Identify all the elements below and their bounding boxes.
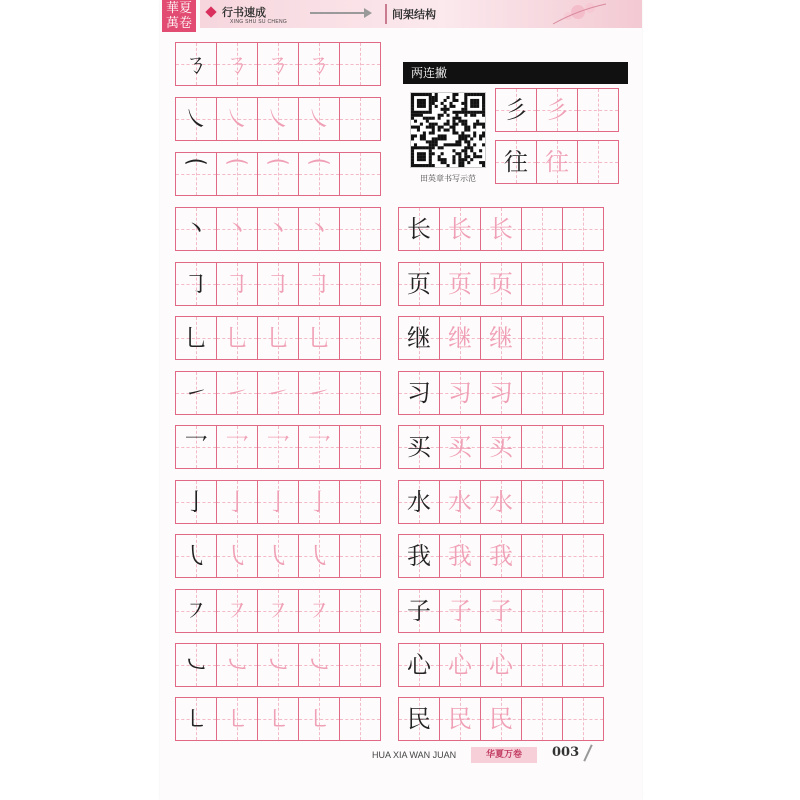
practice-cell[interactable] <box>340 590 381 633</box>
practice-cell[interactable] <box>176 426 217 469</box>
practice-cell[interactable] <box>258 481 299 524</box>
qr-code[interactable] <box>410 92 486 168</box>
practice-cell[interactable] <box>340 153 381 196</box>
top_char_rows-row <box>495 140 619 184</box>
qr-caption: 田英章书写示范 <box>420 174 476 183</box>
logo-text: 華夏 萬卷 <box>165 1 192 31</box>
practice-cell[interactable] <box>340 644 381 687</box>
model-character: 买 <box>407 433 431 461</box>
model-character: 亅 <box>184 488 208 516</box>
practice-cell[interactable] <box>440 208 481 251</box>
practice-cell[interactable] <box>340 317 381 360</box>
practice-cell[interactable] <box>399 481 440 524</box>
practice-cell[interactable] <box>299 98 340 141</box>
char_rows-row <box>398 425 604 469</box>
trace-character: 水 <box>448 488 472 516</box>
practice-cell[interactable] <box>217 372 258 415</box>
trace-character: ㇂ <box>307 542 331 570</box>
practice-cell[interactable] <box>481 317 522 360</box>
trace-character: 买 <box>489 433 513 461</box>
trace-character: 我 <box>489 542 513 570</box>
practice-cell[interactable] <box>481 426 522 469</box>
practice-cell[interactable] <box>340 43 381 86</box>
practice-cell[interactable] <box>399 263 440 306</box>
model-character: 往 <box>504 148 528 176</box>
practice-cell[interactable] <box>217 481 258 524</box>
trace-character: ㄋ <box>266 50 290 78</box>
page-number: 003 <box>552 745 580 760</box>
trace-character: ㇆ <box>307 270 331 298</box>
practice-cell[interactable] <box>340 98 381 141</box>
practice-cell[interactable] <box>176 43 217 86</box>
practice-cell[interactable] <box>522 263 563 306</box>
model-character: 习 <box>407 379 431 407</box>
practice-cell[interactable] <box>578 141 619 184</box>
practice-cell[interactable] <box>481 481 522 524</box>
arrow-icon <box>310 12 370 14</box>
practice-cell[interactable] <box>399 317 440 360</box>
stroke_rows-row <box>175 425 381 469</box>
top_char_rows-row <box>495 88 619 132</box>
trace-character: ⁀ <box>227 160 247 188</box>
trace-character: 丶 <box>225 215 249 243</box>
practice-cell[interactable] <box>299 372 340 415</box>
practice-cell[interactable] <box>176 644 217 687</box>
practice-cell[interactable] <box>340 481 381 524</box>
stroke_rows-row <box>175 316 381 360</box>
trace-character: ㇆ <box>266 270 290 298</box>
trace-character: ㇃ <box>307 651 331 679</box>
practice-cell[interactable] <box>440 535 481 578</box>
practice-cell[interactable] <box>481 590 522 633</box>
practice-cell[interactable] <box>522 208 563 251</box>
model-character: ㇆ <box>184 270 208 298</box>
practice-cell[interactable] <box>563 372 604 415</box>
trace-character: ㇆ <box>225 270 249 298</box>
practice-cell[interactable] <box>578 89 619 132</box>
practice-cell[interactable] <box>563 263 604 306</box>
qr-code-icon <box>411 93 485 167</box>
trace-character: ㄋ <box>307 50 331 78</box>
practice-cell[interactable] <box>258 208 299 251</box>
practice-cell[interactable] <box>217 208 258 251</box>
practice-cell[interactable] <box>440 372 481 415</box>
stroke_rows-row <box>175 643 381 687</box>
model-character: 继 <box>407 324 431 352</box>
model-character: 水 <box>407 488 431 516</box>
trace-character: 心 <box>489 651 513 679</box>
practice-cell[interactable] <box>299 43 340 86</box>
trace-character: 乚 <box>307 324 331 352</box>
practice-cell[interactable] <box>299 208 340 251</box>
model-character: ㇂ <box>184 542 208 570</box>
practice-cell[interactable] <box>217 644 258 687</box>
book-title-pinyin: XING SHU SU CHENG <box>230 19 288 25</box>
trace-character: 亅 <box>266 488 290 516</box>
practice-cell[interactable] <box>299 698 340 741</box>
practice-cell[interactable] <box>340 426 381 469</box>
model-character: 子 <box>407 597 431 625</box>
practice-cell[interactable] <box>299 590 340 633</box>
practice-cell[interactable] <box>440 481 481 524</box>
trace-character: 继 <box>448 324 472 352</box>
model-character: 长 <box>407 215 431 243</box>
practice-cell[interactable] <box>522 481 563 524</box>
practice-cell[interactable] <box>440 590 481 633</box>
practice-cell[interactable] <box>563 426 604 469</box>
practice-cell[interactable] <box>176 153 217 196</box>
practice-cell[interactable] <box>217 153 258 196</box>
practice-cell[interactable] <box>399 698 440 741</box>
char_rows-row <box>398 262 604 306</box>
stroke_rows-row <box>175 534 381 578</box>
stroke_rows-row <box>175 42 381 86</box>
char_rows-row <box>398 480 604 524</box>
trace-character: 亅 <box>307 488 331 516</box>
model-character: 乚 <box>184 324 208 352</box>
trace-character: ㇇ <box>307 597 331 625</box>
publisher-logo <box>162 0 196 32</box>
trace-character: 往 <box>545 148 569 176</box>
trace-character: ㇀ <box>266 379 290 407</box>
practice-cell[interactable] <box>522 590 563 633</box>
stroke_rows-row <box>175 480 381 524</box>
trace-character: 页 <box>448 270 472 298</box>
model-character: ⁀ <box>186 160 206 188</box>
practice-cell[interactable] <box>299 644 340 687</box>
practice-cell[interactable] <box>481 535 522 578</box>
practice-cell[interactable] <box>217 698 258 741</box>
practice-cell[interactable] <box>176 208 217 251</box>
trace-character: ㇏ <box>307 105 331 133</box>
practice-cell[interactable] <box>481 372 522 415</box>
practice-cell[interactable] <box>340 535 381 578</box>
trace-character: 水 <box>489 488 513 516</box>
practice-cell[interactable] <box>563 535 604 578</box>
practice-cell[interactable] <box>258 153 299 196</box>
char_rows-row <box>398 697 604 741</box>
trace-character: ㇀ <box>225 379 249 407</box>
practice-cell[interactable] <box>258 98 299 141</box>
practice-cell[interactable] <box>176 372 217 415</box>
trace-character: ㇄ <box>225 705 249 733</box>
practice-cell[interactable] <box>258 263 299 306</box>
practice-cell[interactable] <box>258 426 299 469</box>
trace-character: ㇏ <box>225 105 249 133</box>
stroke_rows-row <box>175 697 381 741</box>
practice-cell[interactable] <box>217 426 258 469</box>
trace-character: 彡 <box>545 96 569 124</box>
char_rows-row <box>398 534 604 578</box>
practice-cell[interactable] <box>176 263 217 306</box>
practice-cell[interactable] <box>399 644 440 687</box>
char_rows-row <box>398 207 604 251</box>
model-character: ㇃ <box>184 651 208 679</box>
trace-character: ㇄ <box>307 705 331 733</box>
practice-cell[interactable] <box>176 317 217 360</box>
practice-cell[interactable] <box>399 208 440 251</box>
trace-character: 亅 <box>225 488 249 516</box>
practice-cell[interactable] <box>440 317 481 360</box>
trace-character: 乛 <box>307 433 331 461</box>
practice-cell[interactable] <box>563 481 604 524</box>
trace-character: ㇂ <box>266 542 290 570</box>
model-character: ㇄ <box>184 705 208 733</box>
trace-character: 习 <box>448 379 472 407</box>
practice-cell[interactable] <box>522 317 563 360</box>
practice-cell[interactable] <box>176 590 217 633</box>
practice-cell[interactable] <box>537 89 578 132</box>
trace-character: 乛 <box>225 433 249 461</box>
practice-cell[interactable] <box>299 481 340 524</box>
practice-cell[interactable] <box>522 644 563 687</box>
trace-character: ⁀ <box>268 160 288 188</box>
practice-cell[interactable] <box>217 263 258 306</box>
practice-cell[interactable] <box>299 426 340 469</box>
stroke_rows-row <box>175 152 381 196</box>
practice-cell[interactable] <box>496 141 537 184</box>
practice-cell[interactable] <box>340 208 381 251</box>
trace-character: 丶 <box>307 215 331 243</box>
flower-icon <box>548 0 608 26</box>
practice-cell[interactable] <box>340 698 381 741</box>
trace-character: 心 <box>448 651 472 679</box>
practice-cell[interactable] <box>176 98 217 141</box>
trace-character: ㇀ <box>307 379 331 407</box>
practice-cell[interactable] <box>440 698 481 741</box>
trace-character: 丶 <box>266 215 290 243</box>
trace-character: ㇃ <box>225 651 249 679</box>
model-character: ㄋ <box>184 50 208 78</box>
model-character: ㇇ <box>184 597 208 625</box>
practice-cell[interactable] <box>440 263 481 306</box>
char_rows-row <box>398 371 604 415</box>
practice-cell[interactable] <box>258 317 299 360</box>
practice-cell[interactable] <box>299 153 340 196</box>
footer-pinyin: HUA XIA WAN JUAN <box>372 750 457 760</box>
practice-cell[interactable] <box>522 698 563 741</box>
model-character: 页 <box>407 270 431 298</box>
header-divider <box>385 4 387 24</box>
trace-character: 长 <box>489 215 513 243</box>
practice-cell[interactable] <box>563 590 604 633</box>
practice-cell[interactable] <box>399 590 440 633</box>
practice-cell[interactable] <box>481 698 522 741</box>
practice-cell[interactable] <box>176 535 217 578</box>
trace-character: 我 <box>448 542 472 570</box>
practice-cell[interactable] <box>217 317 258 360</box>
trace-character: 习 <box>489 379 513 407</box>
trace-character: 页 <box>489 270 513 298</box>
practice-cell[interactable] <box>522 426 563 469</box>
model-character: 乛 <box>184 433 208 461</box>
trace-character: 继 <box>489 324 513 352</box>
trace-character: 乛 <box>266 433 290 461</box>
practice-cell[interactable] <box>217 535 258 578</box>
practice-cell[interactable] <box>563 317 604 360</box>
trace-character: ㄋ <box>225 50 249 78</box>
practice-cell[interactable] <box>563 208 604 251</box>
trace-character: ㇏ <box>266 105 290 133</box>
char_rows-row <box>398 589 604 633</box>
practice-cell[interactable] <box>176 698 217 741</box>
practice-cell[interactable] <box>258 698 299 741</box>
trace-character: 买 <box>448 433 472 461</box>
book-title: 行书速成 <box>222 6 266 19</box>
model-character: 丶 <box>184 215 208 243</box>
practice-cell[interactable] <box>258 590 299 633</box>
model-character: ㇏ <box>184 105 208 133</box>
stroke-group-banner: 两连撇 <box>403 62 628 84</box>
practice-cell[interactable] <box>537 141 578 184</box>
practice-cell[interactable] <box>563 698 604 741</box>
practice-cell[interactable] <box>481 208 522 251</box>
practice-cell[interactable] <box>522 372 563 415</box>
trace-character: 长 <box>448 215 472 243</box>
trace-character: ㇇ <box>225 597 249 625</box>
stroke_rows-row <box>175 371 381 415</box>
char_rows-row <box>398 643 604 687</box>
practice-cell[interactable] <box>258 644 299 687</box>
trace-character: ⁀ <box>309 160 329 188</box>
trace-character: 子 <box>489 597 513 625</box>
model-character: ㇀ <box>184 379 208 407</box>
practice-cell[interactable] <box>217 98 258 141</box>
trace-character: ㇄ <box>266 705 290 733</box>
practice-cell[interactable] <box>340 263 381 306</box>
trace-character: 乚 <box>225 324 249 352</box>
section-title: 间架结构 <box>392 8 436 21</box>
practice-cell[interactable] <box>217 590 258 633</box>
practice-cell[interactable] <box>440 644 481 687</box>
practice-cell[interactable] <box>258 372 299 415</box>
practice-cell[interactable] <box>217 43 258 86</box>
stroke_rows-row <box>175 207 381 251</box>
trace-character: ㇃ <box>266 651 290 679</box>
practice-cell[interactable] <box>481 644 522 687</box>
practice-cell[interactable] <box>299 535 340 578</box>
stroke_rows-row <box>175 97 381 141</box>
model-character: 彡 <box>504 96 528 124</box>
stroke_rows-row <box>175 589 381 633</box>
trace-character: ㇇ <box>266 597 290 625</box>
trace-character: 民 <box>448 705 472 733</box>
trace-character: ㇂ <box>225 542 249 570</box>
model-character: 民 <box>407 705 431 733</box>
practice-cell[interactable] <box>399 535 440 578</box>
practice-cell[interactable] <box>258 535 299 578</box>
trace-character: 乚 <box>266 324 290 352</box>
char_rows-row <box>398 316 604 360</box>
trace-character: 子 <box>448 597 472 625</box>
practice-cell[interactable] <box>340 372 381 415</box>
model-character: 我 <box>407 542 431 570</box>
practice-cell[interactable] <box>299 263 340 306</box>
practice-cell[interactable] <box>299 317 340 360</box>
practice-cell[interactable] <box>399 426 440 469</box>
model-character: 心 <box>407 651 431 679</box>
practice-cell[interactable] <box>399 372 440 415</box>
practice-cell[interactable] <box>176 481 217 524</box>
stroke_rows-row <box>175 262 381 306</box>
practice-cell[interactable] <box>563 644 604 687</box>
practice-cell[interactable] <box>496 89 537 132</box>
practice-cell[interactable] <box>522 535 563 578</box>
footer-book-name: 华夏万卷 <box>471 747 537 763</box>
practice-cell[interactable] <box>258 43 299 86</box>
practice-cell[interactable] <box>481 263 522 306</box>
practice-cell[interactable] <box>440 426 481 469</box>
trace-character: 民 <box>489 705 513 733</box>
